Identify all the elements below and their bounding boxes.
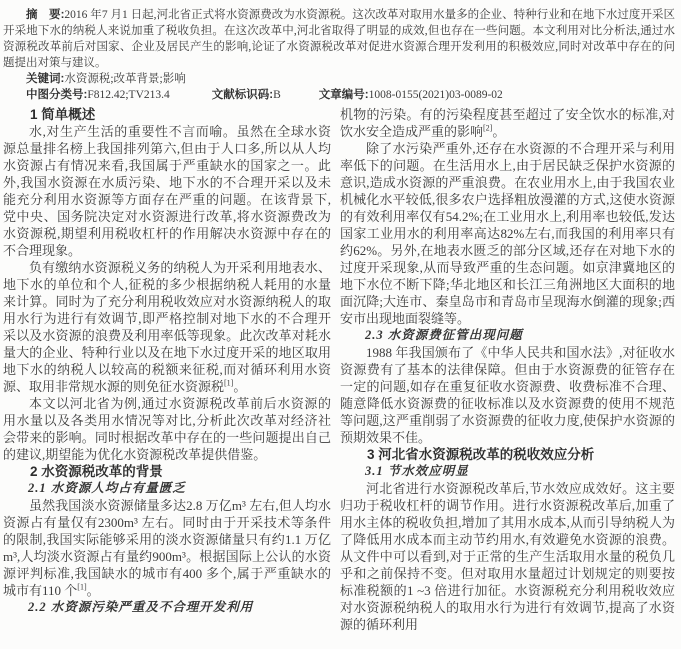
citation-ref-marker: [1] <box>77 582 87 592</box>
section-1-heading: 1 简单概述 <box>30 107 96 122</box>
paragraph <box>3 497 331 599</box>
subsection-2-3-heading: 2.3 水资源费征管出现问题 <box>365 328 523 342</box>
paragraph-continuation <box>340 106 675 140</box>
subsection-2-2-heading: 2.2 水资源污染严重及不合理开发利用 <box>28 600 254 614</box>
paragraph-text: 。 <box>86 583 100 598</box>
meta-line <box>3 87 675 103</box>
document-code-label: 文献标识码: <box>211 89 274 101</box>
paragraph: 除了水污染严重外,还存在水资源的不合理开采与利用率低下的问题。在生活用水上,由于居民缺乏保护水资源的意识,造成水资源的严重浪费。在农业用水上,由于我国农业机械化水平较低,很多农户选择粗放漫灌的方式,这使水资源的有效利用率仅有54.2%;在工业用水上,利用率也较低,发达国家工业用水的利用率高达82%左右,而我国的利用率只有约62%。另外,在地表水匮乏的部分区域,还存在对地下水的过度开采现象,从而导致严重的生态问题。如京津冀地区的地下水位不断下降;华北地区和长江三角洲地区大面积的地面沉降;大连市、秦皇岛市和青岛市呈现海水倒灌的现象;西安市出现地面裂缝等。 <box>340 141 675 326</box>
citation-ref-marker: [2] <box>483 123 493 133</box>
right-column <box>340 106 675 633</box>
section-3-heading: 3 河北省水资源税改革的税收效应分析 <box>367 447 595 462</box>
keywords-text: 水资源税;改革背景;影响 <box>64 73 186 85</box>
abstract-paragraph <box>3 7 675 71</box>
keywords-label: 关键词: <box>26 73 65 85</box>
article-number-value: 1008-0155(2021)03-0089-02 <box>368 89 503 101</box>
paragraph: 本文以河北省为例,通过水资源税改革前后水资源的用水量以及各类用水情况等对比,分析此次改革对经济社会带来的影响。同时根据改革中存在的一些问题提出自己的建议,期望能为优化水资源税改革提供借鉴。 <box>3 396 331 462</box>
article-number-label: 文章编号: <box>318 89 369 101</box>
paragraph-text: 。 <box>492 124 506 139</box>
document-code-value: B <box>273 89 281 101</box>
paragraph: 1988 年我国颁布了《中华人民共和国水法》,对征收水资源费有了基本的法律保障。但由于水资源费的征管存在一定的问题,如存在重复征收水资源费、收费标准不合理、随意降低水资源费的征收标准以及水资源费的使用不规范等问题,这严重削弱了水资源费的征收力度,使保护水资源的预期效果不佳。 <box>340 345 675 445</box>
article-body <box>3 106 675 633</box>
paragraph: 水,对生产生活的重要性不言而喻。虽然在全球水资源总量排名榜上我国排列第六,但由于人口多,所以从人均水资源占有情况来看,我国属于严重缺水的国家之一。此外,我国水资源在水质污染、地下水的不合理开采以及未能充分利用水资源等方面存在严重的问题。在该背景下,党中央、国务院决定对水资源进行改革,将水资源费改为水资源税,期望利用税收杠杆的作用解决水资源中存在的不合理现象。 <box>3 124 331 258</box>
paragraph <box>3 259 331 395</box>
abstract-block <box>3 7 675 103</box>
clc-number-value: F812.42;TV213.4 <box>87 89 170 101</box>
left-column <box>3 106 331 633</box>
paragraph-text: 机物的污染。有的污染程度甚至超过了安全饮水的标准,对饮水安全造成严重的影响 <box>340 107 675 139</box>
abstract-text: 2016 年7 月1 日起,河北省正式将水资源费改为水资源税。这次改革对取用水量多的企业、特种行业和在地下水过度开采区开采地下水的纳税人来说加重了税收负担。在这次改革中,河北省取得了明显的成效,但也存在一些问题。本文利用对比分析法,通过水资源税改革前后对国家、企业及居民产生的影响,论证了水资源税改革对促进水资源合理开发利用的积极效应,同时对改革中存在的问题提出对策与建议。 <box>3 9 675 69</box>
section-2-heading: 2 水资源税改革的背景 <box>30 464 163 479</box>
paragraph-text: 负有缴纳水资源税义务的纳税人为开采利用地表水、地下水的单位和个人,征税的多少根据纳税人耗用的水量来计算。同时为了充分利用税收效应对水资源纳税人的取用水行为进行有效调节,即严格控制对地下水的不合理开采以及水资源的浪费及利用率低等现象。此次改革对耗水量大的企业、特种行业以及在地下水过度开采的地区取用地下水的纳税人以较高的税额来征税,而对循环利用水资源、取用非常规水源的则免征水资源税 <box>3 260 331 394</box>
subsection-2-1-heading: 2.1 水资源人均占有量匮乏 <box>28 481 186 495</box>
clc-number-label: 中图分类号: <box>26 89 88 101</box>
paragraph-text: 虽然我国淡水资源储量多达2.8 万亿m³ 左右,但人均水资源占有量仅有2300m³ 左右。同时由于开采技术等条件的限制,我国实际能够采用的淡水资源储量只有约1.1 万亿m³,人均淡水资源占有量约900m³。根据国际上公认的水资源评判标准,我国缺水的城市有400 多个,属于严重缺水的城市有110 个 <box>3 498 331 598</box>
paragraph: 河北省进行水资源税改革后,节水效应成效好。这主要归功于税收杠杆的调节作用。进行水资源税改革后,加重了用水主体的税收负担,增加了其用水成本,从而引导纳税人为了降低用水成本而主动节约用水,有效避免水资源的浪费。从文件中可以看到,对于正常的生产生活取用水量的税负几乎和之前保持不变。但对取用水量超过计划规定的则要按标准税额的1 ~3 倍进行加征。水资源税充分利用税收效应对水资源税纳税人的取用水行为进行有效调节,提高了水资源的循环利用 <box>340 481 675 632</box>
abstract-label: 摘 要: <box>26 9 65 21</box>
subsection-3-1-heading: 3.1 节水效应明显 <box>365 464 469 478</box>
keywords-line <box>3 71 675 87</box>
citation-ref-marker: [1] <box>224 378 234 388</box>
paragraph-text: 。 <box>233 379 247 394</box>
